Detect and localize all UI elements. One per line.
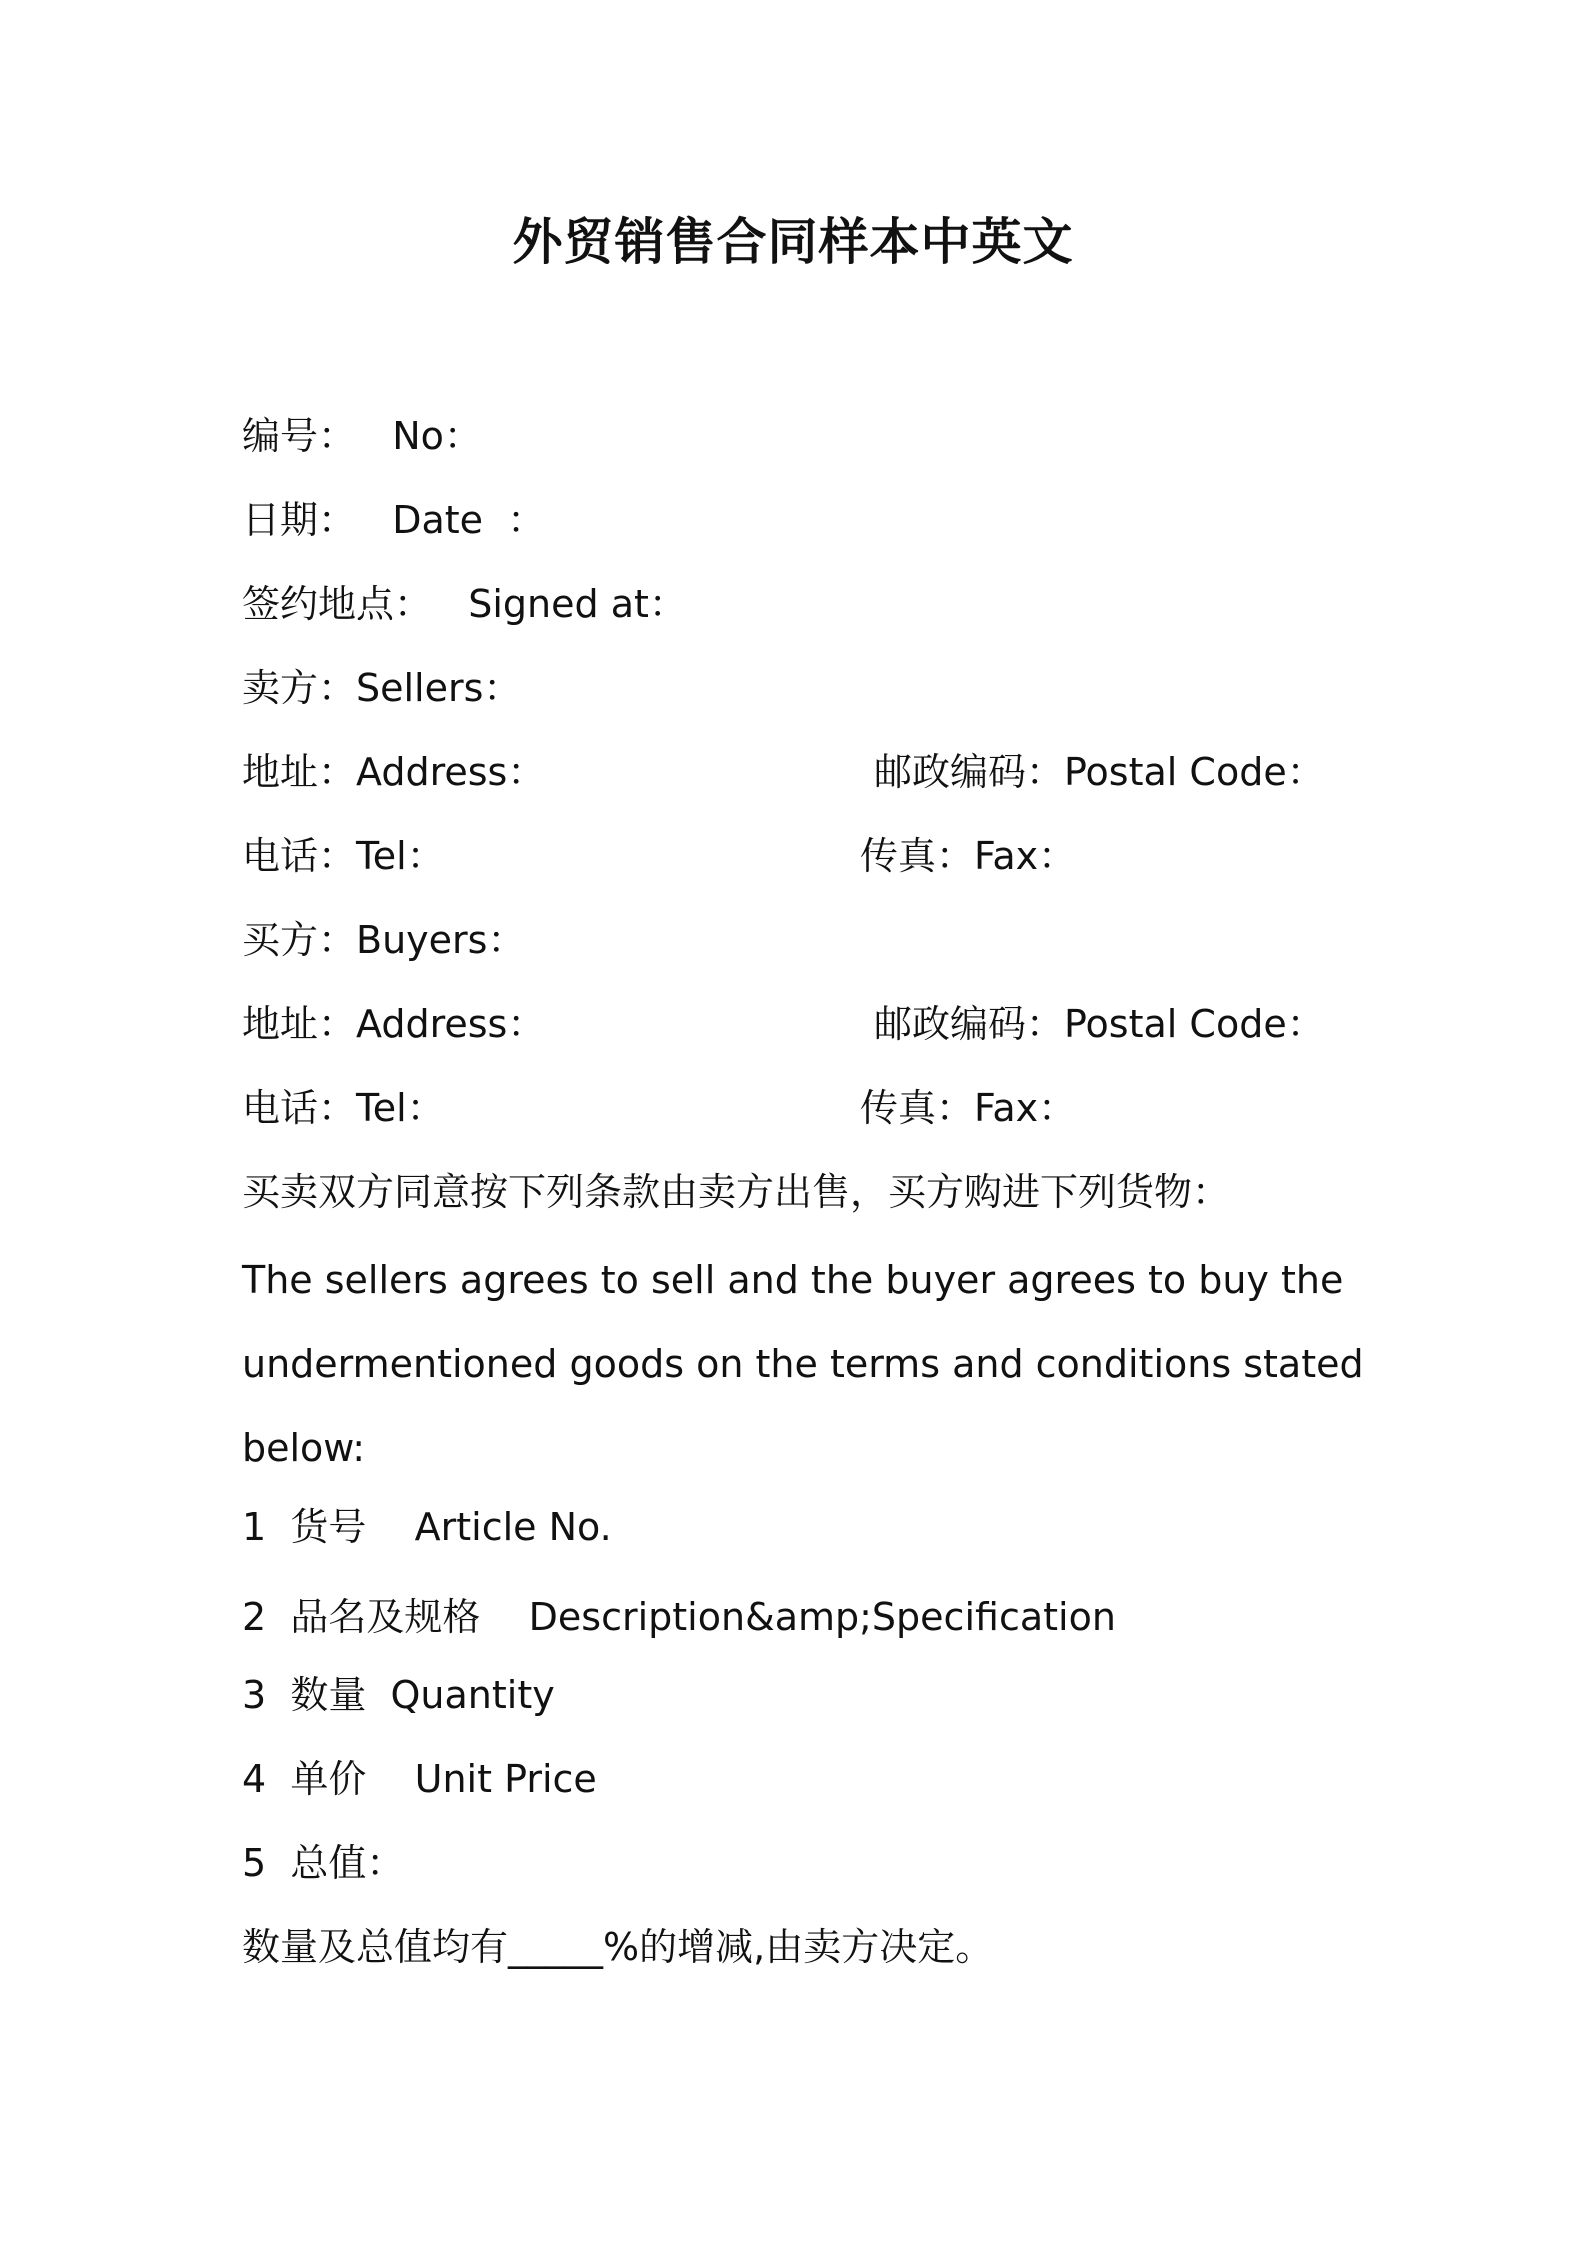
document-title: 外贸销售合同样本中英文	[512, 213, 1074, 271]
sellers-field: 卖方：Sellers：	[242, 666, 522, 710]
buyer-fax-field: 传真：Fax：	[860, 1086, 1077, 1130]
seller-postal-code-field: 邮政编码：Postal Code：	[874, 750, 1325, 794]
signed-at-field: 签约地点： Signed at：	[242, 582, 687, 626]
agreement-chinese: 买卖双方同意按下列条款由卖方出售，买方购进下列货物：	[242, 1170, 1231, 1214]
item-description: 2 品名及规格 Description&amp;Specification	[242, 1595, 1116, 1639]
agreement-english-line-3: below:	[242, 1426, 366, 1470]
agreement-english-line-1: The sellers agrees to sell and the buyer agrees to buy the	[242, 1258, 1344, 1302]
buyer-postal-code-field: 邮政编码：Postal Code：	[874, 1002, 1325, 1046]
buyer-address-field: 地址：Address：	[242, 1002, 546, 1046]
item-unit-price: 4 单价 Unit Price	[242, 1757, 597, 1801]
buyer-tel-field: 电话：Tel：	[242, 1086, 445, 1130]
seller-fax-field: 传真：Fax：	[860, 834, 1077, 878]
contract-number-field: 编号： No：	[242, 414, 482, 458]
seller-address-field: 地址：Address：	[242, 750, 546, 794]
contract-date-field: 日期： Date ：	[242, 498, 546, 542]
agreement-english	[242, 1238, 1362, 1490]
tolerance-note: 数量及总值均有_____%的增减,由卖方决定。	[242, 1925, 994, 1969]
item-article-no: 1 货号 Article No.	[242, 1505, 612, 1549]
agreement-english-line-2: undermentioned goods on the terms and conditions stated	[242, 1342, 1364, 1386]
item-total-value: 5 总值：	[242, 1841, 405, 1885]
buyers-field: 买方：Buyers：	[242, 918, 526, 962]
seller-tel-field: 电话：Tel：	[242, 834, 445, 878]
item-quantity: 3 数量 Quantity	[242, 1673, 555, 1717]
